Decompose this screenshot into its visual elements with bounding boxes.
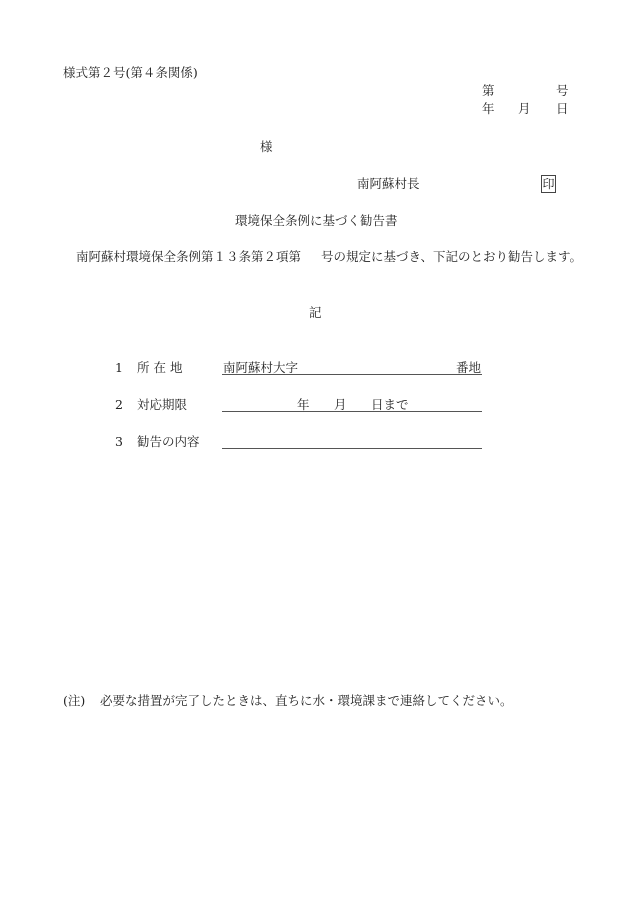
note-text: 必要な措置が完了したときは、直ちに水・環境課まで連絡してください。 (100, 693, 513, 708)
note-mark: (注) (63, 693, 86, 708)
body-text-part2: 号の規定に基づき、下記のとおり勧告します。 (321, 249, 583, 264)
location-underline (222, 374, 482, 375)
location-banchi: 番地 (456, 360, 482, 375)
item-number: 3 (115, 434, 123, 449)
doc-number-suffix: 号 (556, 83, 569, 98)
location-village: 南阿蘇村大字 (223, 360, 299, 375)
deadline-day: 日まで (371, 397, 409, 412)
item-number: 2 (115, 397, 123, 412)
item-label-deadline: 対応期限 (137, 397, 188, 412)
item-number: 1 (115, 360, 123, 375)
deadline-month: 月 (334, 397, 347, 412)
content-underline (222, 448, 482, 449)
doc-number-prefix: 第 (482, 83, 495, 98)
seal-mark: 印 (542, 177, 555, 191)
deadline-underline (222, 411, 482, 412)
body-text-part1: 南阿蘇村環境保全条例第１３条第２項第 (76, 249, 302, 264)
deadline-year: 年 (297, 397, 310, 412)
issuer-title: 南阿蘇村長 (357, 176, 420, 191)
date-day: 日 (556, 101, 569, 116)
item-label-content: 勧告の内容 (137, 434, 200, 449)
item-label-location: 所 在 地 (137, 360, 183, 375)
form-label: 様式第２号(第４条関係) (63, 65, 198, 80)
date-month: 月 (518, 101, 531, 116)
date-year: 年 (482, 101, 495, 116)
addressee-suffix: 様 (260, 139, 273, 154)
document-title: 環境保全条例に基づく勧告書 (235, 213, 398, 228)
ki-heading: 記 (309, 305, 322, 320)
